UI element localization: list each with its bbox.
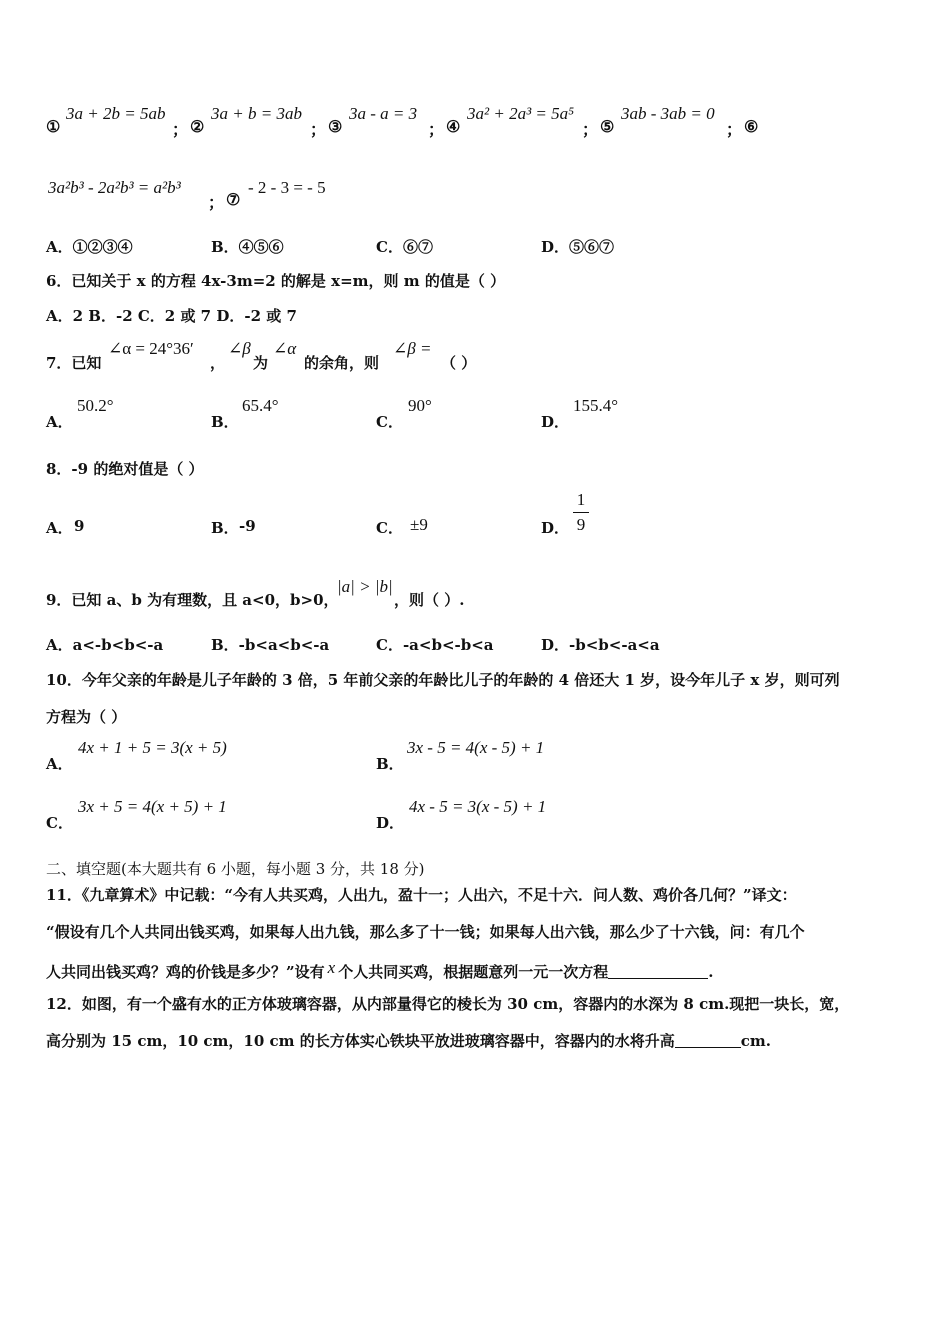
q7-option-b-label: B． <box>211 413 239 431</box>
q7-option-c-value: 90° <box>408 396 432 415</box>
q5-sep-4: ； <box>582 120 599 139</box>
q6-stem: 6．已知关于 x 的方程 4x-3m=2 的解是 x=m，则 m 的值是（ ） <box>46 272 506 290</box>
q6-options: A．2 B．-2 C．2 或 7 D．-2 或 7 <box>46 307 297 325</box>
q7-option-d-value: 155.4° <box>573 396 619 415</box>
q7-expr-alpha: ∠α = 24°36′ <box>108 339 194 358</box>
q9-abs-expr: |a| > |b| <box>337 577 393 596</box>
q8-option-a-value: 9 <box>74 517 85 535</box>
q10-option-c-label: C． <box>46 814 73 832</box>
q7-expr-beta: ∠β <box>228 339 251 358</box>
q8-option-d-label: D． <box>541 519 570 537</box>
q11-answer-blank[interactable] <box>608 964 708 979</box>
q5-option-a: A．①②③④ <box>46 238 133 256</box>
q11-line1: 11．《九章算术》中记载：“今有人共买鸡，人出九，盈十一；人出六，不足十六．问人数、鸡价各几何？”译文： <box>46 886 797 904</box>
q8-option-a-label: A． <box>46 519 73 537</box>
q5-marker-3: ③ <box>328 117 343 136</box>
q5-sep-3: ； <box>428 120 445 139</box>
q5-marker-1: ① <box>46 117 61 136</box>
q10-option-b-label: B． <box>376 755 404 773</box>
q8-option-b-value: -9 <box>239 517 256 535</box>
q9-option-d: D．-b<b<-a<a <box>541 636 660 654</box>
q5-marker-7: ⑦ <box>226 190 241 209</box>
q12-line1: 12．如图，有一个盛有水的正方体玻璃容器，从内部量得它的棱长为 30 cm，容器内的水深为 8 cm.现把一块长，宽， <box>46 995 850 1013</box>
q5-expr-2: 3a + b = 3ab <box>211 104 302 123</box>
q9-prefix: 9．已知 a、b 为有理数，且 a<0，b>0， <box>46 591 339 609</box>
q7-prefix: 7．已知 <box>46 354 102 372</box>
q5-marker-6: ⑥ <box>744 117 759 136</box>
q8-fraction-denominator: 9 <box>576 515 586 534</box>
q7-option-a-value: 50.2° <box>77 396 114 415</box>
q8-fraction-numerator: 1 <box>576 490 586 509</box>
q7-mid: 的余角，则 <box>304 354 380 372</box>
q10-option-a-label: A． <box>46 755 73 773</box>
q10-option-a-expr: 4x + 1 + 5 = 3(x + 5) <box>78 738 227 757</box>
q5-marker-2: ② <box>190 117 205 136</box>
q8-option-c-label: C． <box>376 519 403 537</box>
q5-sep-1: ； <box>172 120 189 139</box>
q11-line3-text-b: 个人共同买鸡，根据题意列一元一次方程 <box>338 963 609 981</box>
q5-sep-6: ； <box>208 193 225 212</box>
q8-option-b-label: B． <box>211 519 239 537</box>
q5-expr-3: 3a - a = 3 <box>349 104 418 123</box>
q5-option-c: C．⑥⑦ <box>376 238 433 256</box>
q7-wei: 为 <box>253 354 269 372</box>
q5-expr-7: - 2 - 3 = - 5 <box>248 178 326 197</box>
q7-option-d-label: D． <box>541 413 570 431</box>
q12-line2-unit: cm. <box>740 1032 771 1050</box>
q9-suffix: ，则（ ）. <box>394 591 465 609</box>
q10-option-b-expr: 3x - 5 = 4(x - 5) + 1 <box>407 738 545 757</box>
q8-option-c-value: ±9 <box>410 515 428 534</box>
q5-option-d: D．⑤⑥⑦ <box>541 238 615 256</box>
q5-expr-1: 3a + 2b = 5ab <box>66 104 166 123</box>
q5-option-b: B．④⑤⑥ <box>211 238 284 256</box>
q12-answer-blank[interactable] <box>675 1033 741 1048</box>
q5-sep-2: ； <box>310 120 327 139</box>
q8-option-d-fraction <box>573 490 589 535</box>
q12-line2 <box>46 1030 771 1051</box>
q11-line3-end: . <box>708 963 714 981</box>
q7-expr-alpha2: ∠α <box>273 339 297 358</box>
q5-expr-6: 3a²b³ - 2a²b³ = a²b³ <box>48 178 181 197</box>
q5-sep-5: ； <box>726 120 743 139</box>
q5-marker-5: ⑤ <box>600 117 615 136</box>
q7-option-c-label: C． <box>376 413 403 431</box>
q11-variable-x: x <box>327 958 336 977</box>
q7-option-a-label: A． <box>46 413 73 431</box>
q11-line3 <box>46 958 713 982</box>
section-2-heading: 二、填空题(本大题共有 6 小题，每小题 3 分，共 18 分) <box>46 860 425 878</box>
q5-expr-4: 3a² + 2a³ = 5a⁵ <box>467 104 575 123</box>
q11-line2: “假设有几个人共同出钱买鸡，如果每人出九钱，那么多了十一钱；如果每人出六钱，那么少了十六钱，问：有几个 <box>46 923 805 941</box>
q8-stem: 8．-9 的绝对值是（ ） <box>46 460 204 478</box>
q9-option-a: A．a<-b<b<-a <box>46 636 164 654</box>
q9-option-c: C．-a<b<-b<a <box>376 636 494 654</box>
q7-paren: （ ） <box>441 354 477 372</box>
q7-comma: ， <box>210 354 226 372</box>
q8-fraction-bar <box>573 512 589 513</box>
q12-line2-text: 高分别为 15 cm，10 cm，10 cm 的长方体实心铁块平放进玻璃容器中，容器内的水将升高 <box>46 1032 675 1050</box>
q5-expr-5: 3ab - 3ab = 0 <box>621 104 715 123</box>
q9-option-b: B．-b<a<b<-a <box>211 636 330 654</box>
q7-expr-beta-eq: ∠β = <box>393 339 432 358</box>
q10-option-d-label: D． <box>376 814 405 832</box>
q10-option-c-expr: 3x + 5 = 4(x + 5) + 1 <box>78 797 227 816</box>
q7-option-b-value: 65.4° <box>242 396 279 415</box>
q10-option-d-expr: 4x - 5 = 3(x - 5) + 1 <box>409 797 547 816</box>
q10-stem-line2: 方程为（ ） <box>46 708 127 726</box>
q11-line3-text-a: 人共同出钱买鸡？鸡的价钱是多少？”设有 <box>46 963 325 981</box>
q10-stem-line1: 10．今年父亲的年龄是儿子年龄的 3 倍，5 年前父亲的年龄比儿子的年龄的 4 倍还大 1 岁，设今年儿子 x 岁，则可列 <box>46 671 840 689</box>
q5-marker-4: ④ <box>446 117 461 136</box>
